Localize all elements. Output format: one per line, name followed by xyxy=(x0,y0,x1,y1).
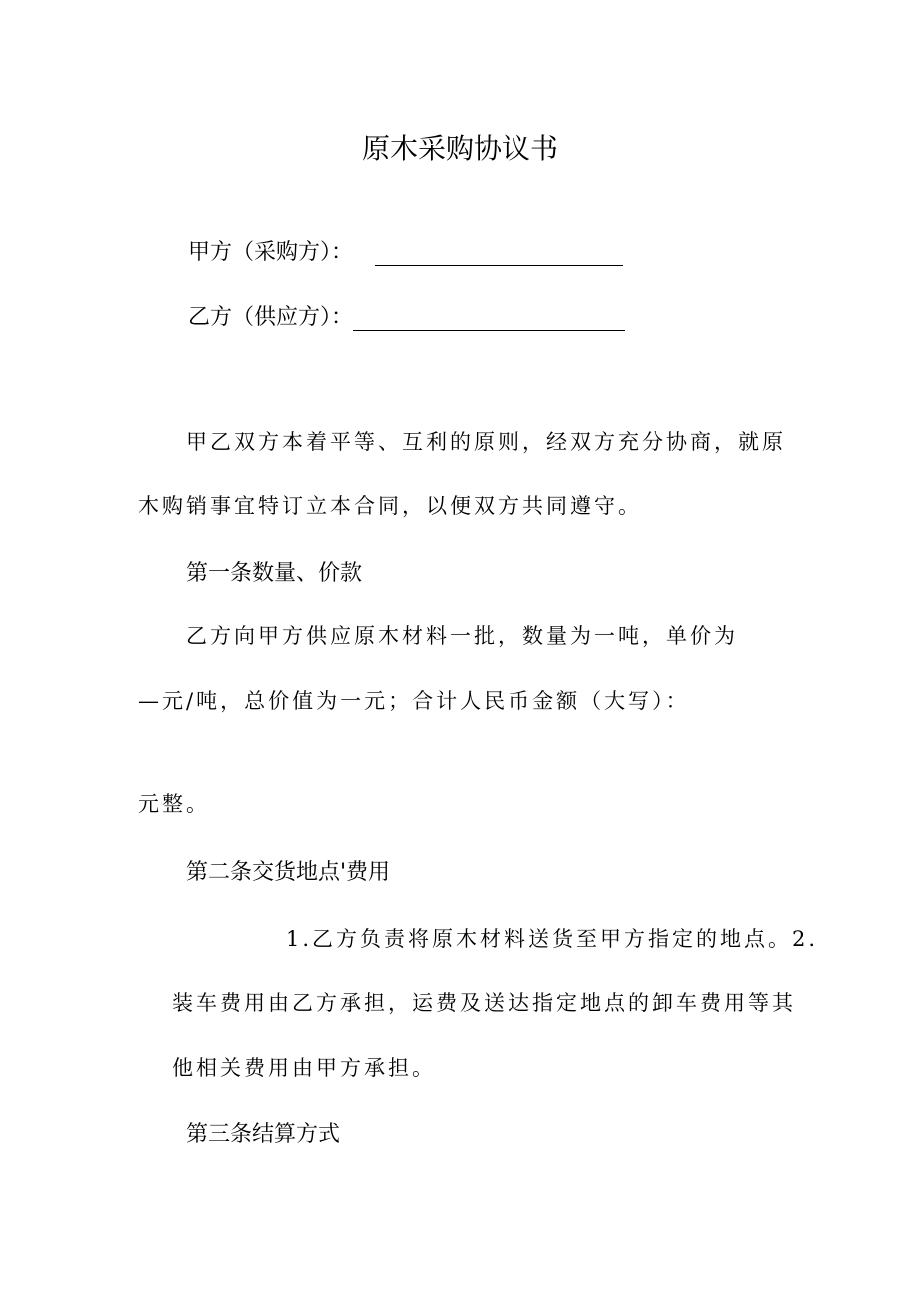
party-b-blank xyxy=(353,308,625,331)
party-b-label: 乙方（供应方）： xyxy=(188,305,354,330)
document-title: 原木采购协议书 xyxy=(361,132,558,165)
article1-line-3: 元整。 xyxy=(138,792,210,816)
party-a-label: 甲方（采购方）： xyxy=(188,240,354,265)
article1-line-1: 乙方向甲方供应原木材料一批，数量为一吨，单价为 xyxy=(186,624,738,648)
article2-line-3: 他相关费用由甲方承担。 xyxy=(172,1056,436,1080)
party-b-row xyxy=(188,305,625,331)
article3-heading: 第三条结算方式 xyxy=(186,1122,341,1147)
intro-line-1: 甲乙双方本着平等、互利的原则，经双方充分协商，就原 xyxy=(186,430,786,454)
article2-heading: 第二条交货地点'费用 xyxy=(186,860,391,885)
party-a-row xyxy=(188,240,623,266)
article2-line-1: 1.乙方负责将原木材料送货至甲方指定的地点。2. xyxy=(286,927,819,951)
party-a-blank xyxy=(375,243,623,266)
article2-line-2: 装车费用由乙方承担，运费及送达指定地点的卸车费用等其 xyxy=(172,991,796,1015)
article1-heading: 第一条数量、价款 xyxy=(186,561,363,586)
intro-line-2: 木购销事宜特订立本合同，以便双方共同遵守。 xyxy=(138,494,642,518)
article1-line-2: —元/吨，总价值为一元；合计人民币金额（大写）： xyxy=(138,689,690,713)
